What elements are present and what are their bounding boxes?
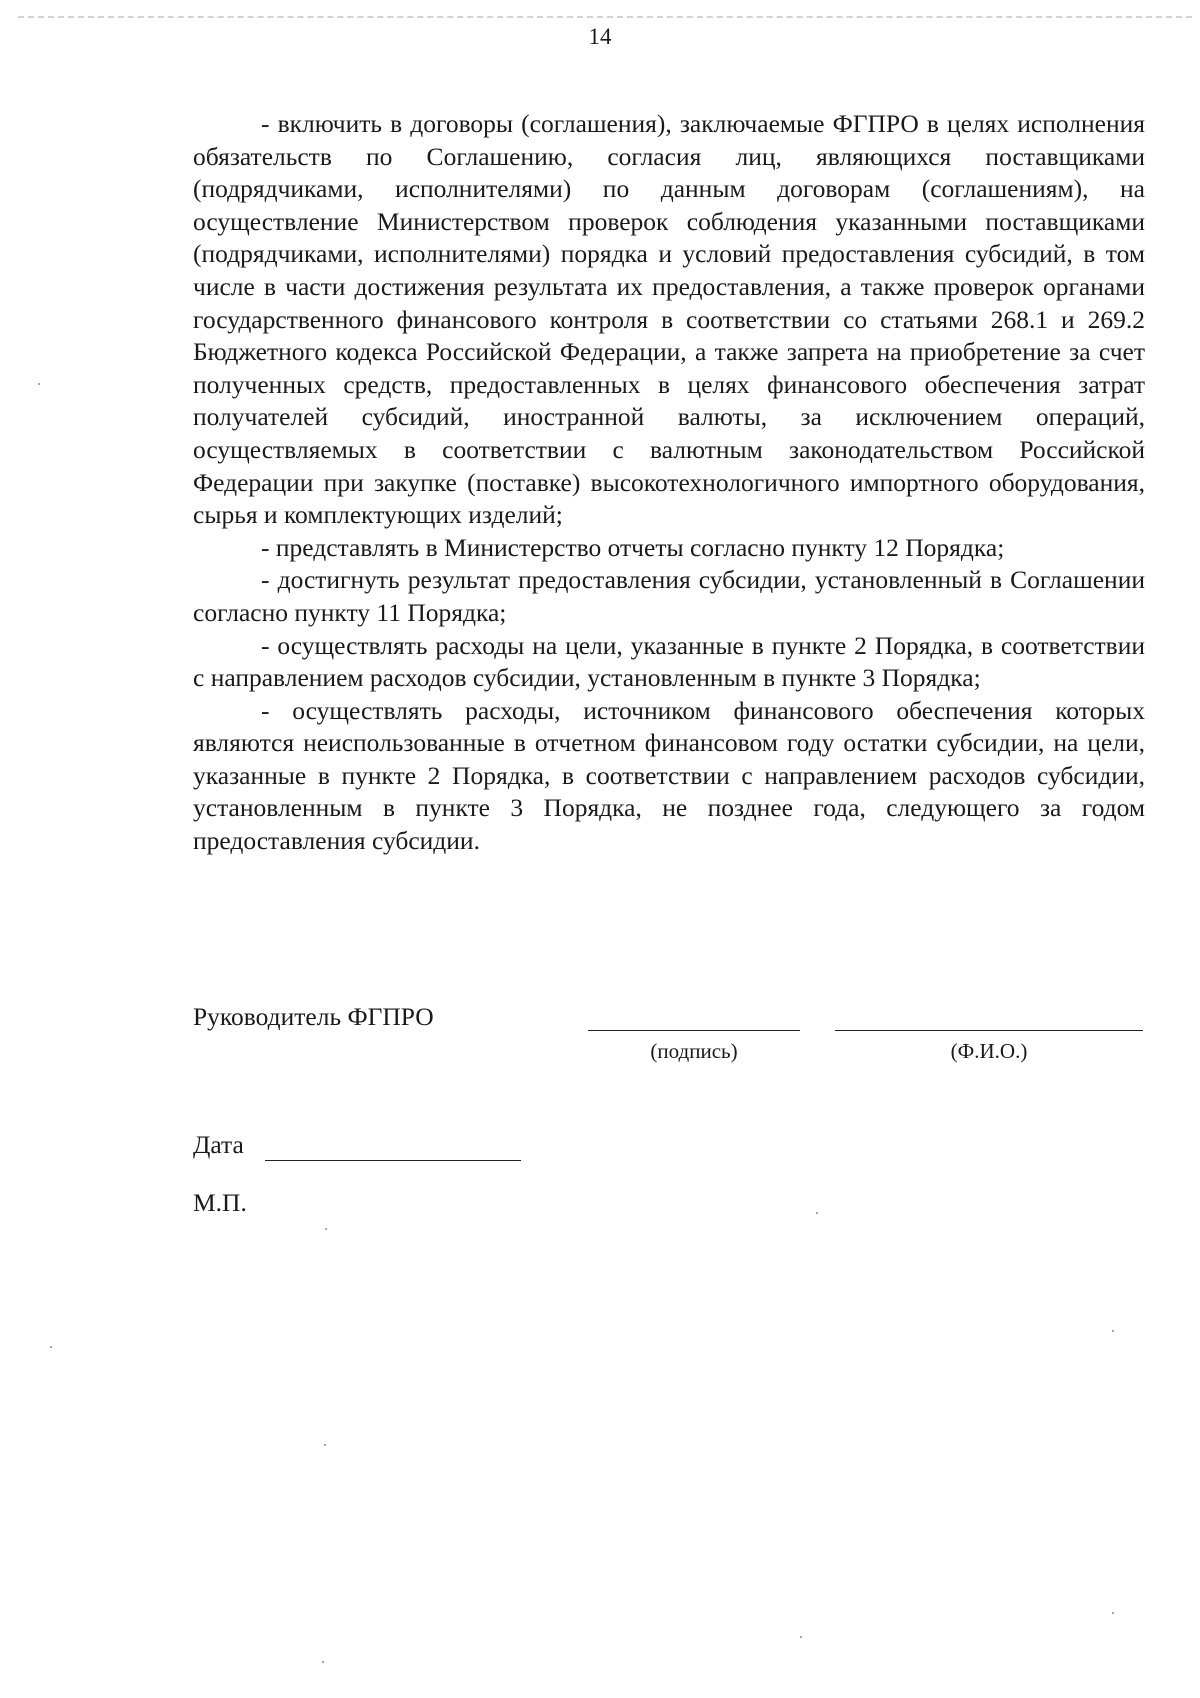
fio-caption: (Ф.И.О.) bbox=[950, 1039, 1028, 1063]
page-number: 14 bbox=[588, 24, 612, 49]
paragraph-result: - достигнуть результат предоставления субсидии, установленный в Соглашении согласно пункту 11 Порядка; bbox=[193, 565, 1145, 627]
paragraph-contracts-consent: - включить в договоры (соглашения), заключаемые ФГПРО в целях исполнения обязательств по Соглашению, согласия лиц, являющихся поставщиками (подрядчиками, исполнителями) по данным договорам (соглашениям), на осуществление Министерством проверок соблюдения указанными поставщиками (подрядчиками, исполнителями) порядка и условий предоставления субсидий, в том числе в части достижения результата их предоставления, а также проверок органами государственного финансового контроля в соответствии со статьями 268.1 и 269.2 Бюджетного кодекса Российской Федерации, а также запрета на приобретение за счет полученных средств, предоставленных в целях финансового обеспечения затрат получателей субсидий, иностранной валюты, за исключением операций, осуществляемых в соответствии с валютным законодательством Российской Федерации при закупке (поставке) высокотехнологичного импортного оборудования, сырья и комплектующих изделий; bbox=[193, 109, 1145, 530]
scan-speck bbox=[38, 383, 40, 385]
date-block bbox=[193, 1130, 593, 1170]
stamp-label: М.П. bbox=[193, 1188, 247, 1217]
scan-speck bbox=[324, 1444, 326, 1446]
scan-speck bbox=[50, 1346, 52, 1348]
paragraph-reports: - представлять в Министерство отчеты согласно пункту 12 Порядка; bbox=[261, 532, 1005, 562]
fio-line bbox=[835, 1030, 1143, 1031]
signature-block bbox=[193, 1002, 1145, 1072]
scan-speck bbox=[1112, 1612, 1114, 1614]
date-line bbox=[265, 1160, 521, 1161]
document-body bbox=[193, 108, 1145, 858]
paragraph-expenses: - осуществлять расходы на цели, указанные в пункте 2 Порядка, в соответствии с направлением расходов субсидии, установленным в пункте 3 Порядка; bbox=[193, 630, 1145, 693]
signature-line bbox=[588, 1030, 800, 1031]
scan-speck bbox=[800, 1636, 802, 1638]
paragraph-remaining-funds: - осуществлять расходы, источником финансового обеспечения которых являются неиспользованные в отчетном финансовом году остатки субсидии, на цели, указанные в пункте 2 Порядка, в соответствии с направлением расходов субсидии, установленным в пункте 3 Порядка, не позднее года, следующего за годом предоставления субсидии. bbox=[193, 695, 1145, 856]
signer-label: Руководитель ФГПРО bbox=[193, 1002, 434, 1031]
date-label: Дата bbox=[193, 1130, 244, 1159]
scan-speck bbox=[322, 1661, 324, 1663]
scan-top-edge bbox=[18, 16, 1192, 18]
signature-caption: (подпись) bbox=[650, 1039, 738, 1063]
scan-speck bbox=[325, 1228, 327, 1230]
scan-speck bbox=[816, 1212, 818, 1214]
scan-speck bbox=[1112, 1330, 1114, 1332]
